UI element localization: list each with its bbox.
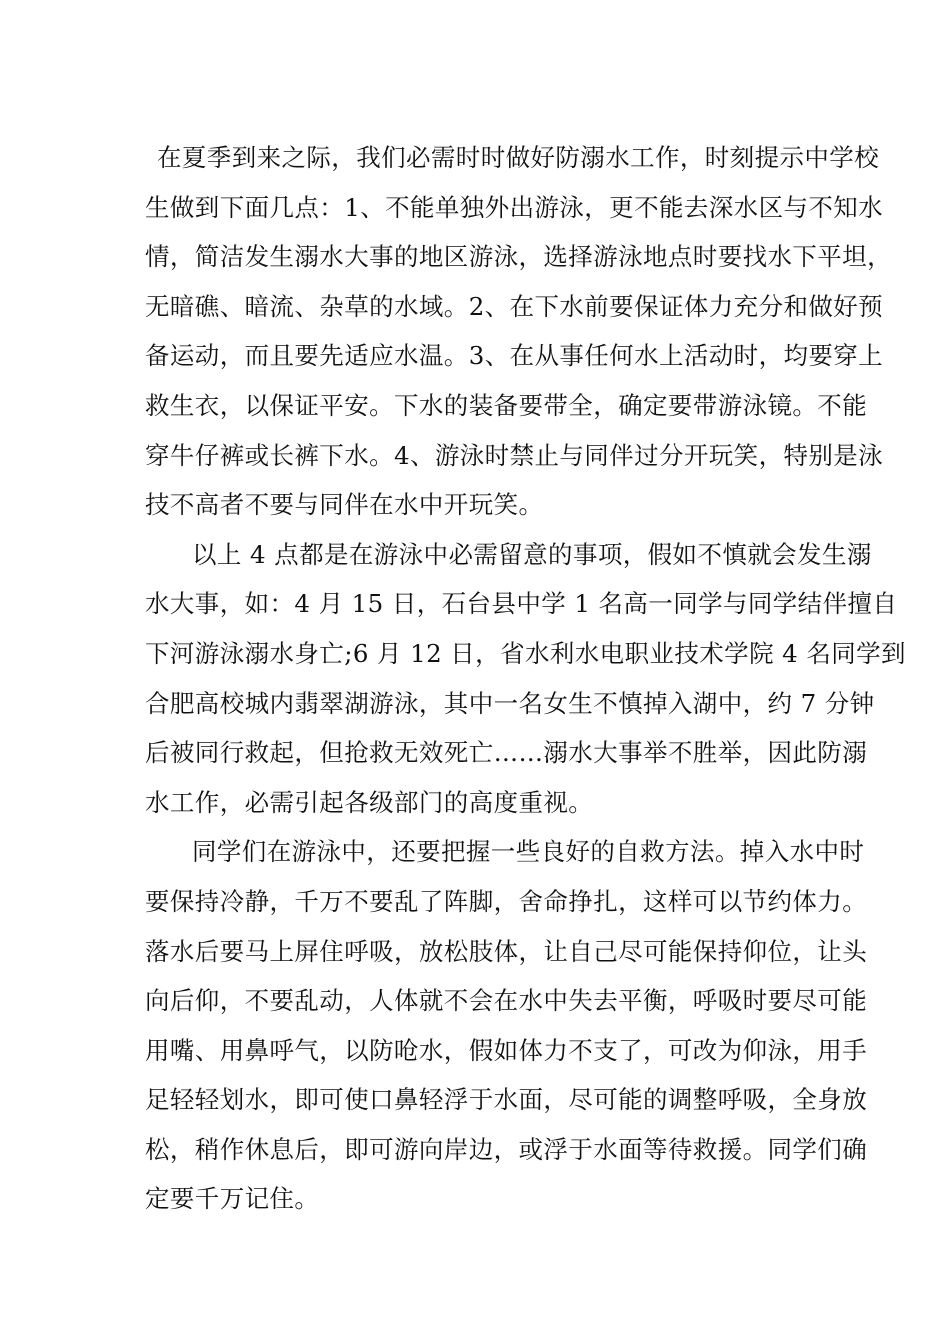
text-line: 向后仰，不要乱动，人体就不会在水中失去平衡，呼吸时要尽可能 bbox=[145, 986, 868, 1016]
text-line: 穿牛仔裤或长裤下水。4、游泳时禁止与同伴过分开玩笑，特别是泳 bbox=[145, 440, 884, 470]
paragraph-3 bbox=[145, 827, 868, 1224]
document-body bbox=[145, 133, 906, 1224]
text-line: 定要千万记住。 bbox=[145, 1184, 320, 1214]
paragraph-1 bbox=[145, 133, 892, 530]
text-line: 以上 4 点都是在游泳中必需留意的事项，假如不慎就会发生溺 bbox=[192, 539, 872, 569]
text-line: 救生衣，以保证平安。下水的装备要带全，确定要带游泳镜。不能 bbox=[145, 390, 868, 420]
text-line: 水大事，如：4 月 15 日，石台县中学 1 名高一同学与同学结伴擅自 bbox=[145, 589, 898, 619]
text-line: 足轻轻划水，即可使口鼻轻浮于水面，尽可能的调整呼吸，全身放 bbox=[145, 1085, 868, 1115]
text-line: 下河游泳溺水身亡;6 月 12 日，省水利水电职业技术学院 4 名同学到 bbox=[145, 638, 906, 668]
text-line: 后被同行救起，但抢救无效死亡……溺水大事举不胜举，因此防溺 bbox=[145, 738, 868, 768]
text-line: 情，简洁发生溺水大事的地区游泳，选择游泳地点时要找水下平坦， bbox=[145, 242, 892, 272]
text-line: 合肥高校城内翡翠湖游泳，其中一名女生不慎掉入湖中，约 7 分钟 bbox=[145, 688, 875, 718]
paragraph-2 bbox=[145, 530, 906, 828]
text-line: 技不高者不要与同伴在水中开玩笑。 bbox=[145, 490, 544, 520]
text-line: 无暗礁、暗流、杂草的水域。2、在下水前要保证体力充分和做好预 bbox=[145, 291, 884, 321]
text-line: 落水后要马上屏住呼吸，放松肢体，让自己尽可能保持仰位，让头 bbox=[145, 936, 868, 966]
text-line: 松，稍作休息后，即可游向岸边，或浮于水面等待救援。同学们确 bbox=[145, 1134, 868, 1164]
text-line: 在夏季到来之际，我们必需时时做好防溺水工作，时刻提示中学校 bbox=[157, 143, 880, 172]
text-line: 要保持冷静，千万不要乱了阵脚，舍命挣扎，这样可以节约体力。 bbox=[145, 886, 868, 916]
text-line: 用嘴、用鼻呼气，以防呛水，假如体力不支了，可改为仰泳，用手 bbox=[145, 1035, 868, 1065]
text-line: 水工作，必需引起各级部门的高度重视。 bbox=[145, 787, 594, 817]
text-line: 备运动，而且要先适应水温。3、在从事任何水上活动时，均要穿上 bbox=[145, 341, 884, 371]
text-line: 同学们在游泳中，还要把握一些良好的自救方法。掉入水中时 bbox=[192, 837, 865, 867]
text-line: 生做到下面几点：1、不能单独外出游泳，更不能去深水区与不知水 bbox=[145, 192, 884, 222]
